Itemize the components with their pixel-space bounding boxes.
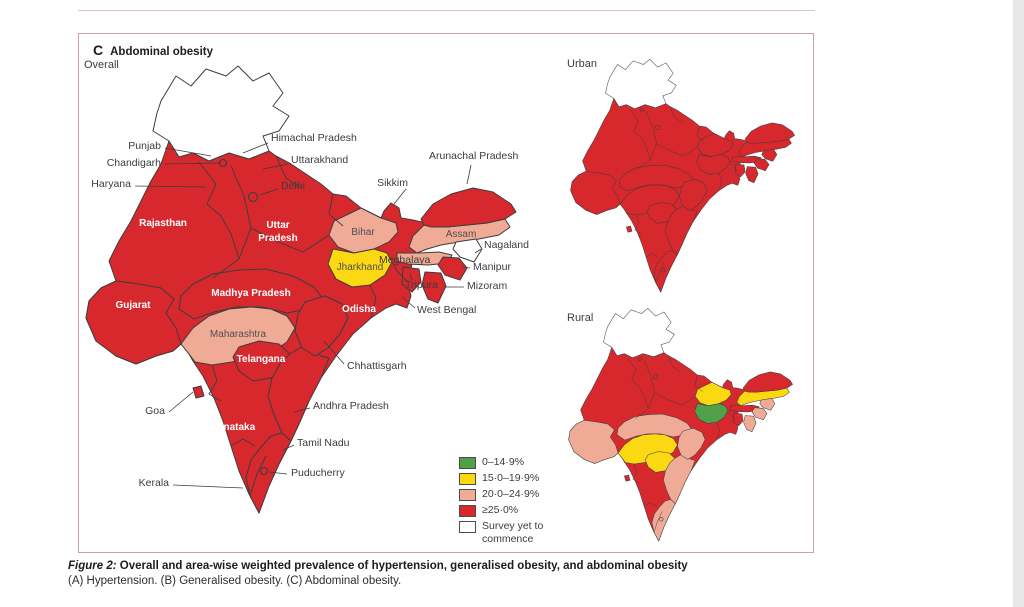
legend-item — [459, 520, 562, 545]
jammu_and_kashmir-region — [606, 59, 677, 108]
west_bengal-label: West Bengal — [417, 304, 477, 316]
arunachal_pradesh-label: Arunachal Pradesh — [429, 150, 519, 162]
legend-label: 15·0–19·9% — [482, 472, 540, 484]
gujarat-region — [86, 281, 181, 364]
meghalaya-label: Meghalaya — [379, 254, 431, 266]
andhra_pradesh-label: Andhra Pradesh — [313, 400, 389, 412]
figure-caption — [68, 560, 968, 587]
bihar-label: Bihar — [351, 227, 375, 238]
figure-panel-c — [78, 33, 814, 553]
mizoram-region — [746, 167, 759, 183]
goa-region — [626, 226, 632, 232]
urban-map-svg — [568, 54, 805, 299]
gujarat-region — [569, 420, 618, 463]
karnataka-label: Karnataka — [206, 422, 256, 433]
right-gutter — [1013, 0, 1024, 607]
legend-label: ≥25·0% — [482, 504, 519, 516]
caption-figure-label: Figure 2: — [68, 560, 117, 572]
rural-map-title: Rural — [567, 312, 594, 324]
jharkhand-label: Jharkhand — [336, 262, 384, 273]
mizoram-label: Mizoram — [467, 280, 508, 292]
jammu_and_kashmir-region — [604, 308, 675, 357]
goa-region — [193, 386, 204, 398]
legend-item — [459, 488, 562, 501]
panel-title-text: Abdominal obesity — [110, 46, 213, 58]
haryana-label: Haryana — [91, 178, 131, 190]
sikkim-label: Sikkim — [377, 177, 408, 189]
punjab-label: Punjab — [128, 140, 161, 152]
odisha-label: Odisha — [342, 304, 376, 315]
sikkim-leader-line — [394, 189, 406, 204]
legend-item — [459, 472, 562, 485]
uttarakhand-label: Uttarakhand — [291, 154, 349, 166]
manipur-label: Manipur — [473, 261, 511, 273]
caption-detail: (A) Hypertension. (B) Generalised obesity. (C) Abdominal obesity. — [68, 575, 402, 587]
caption-bold-text: Overall and area-wise weighted prevalence of hypertension, generalised obesity, and abdominal obesity — [119, 560, 688, 572]
legend-item — [459, 504, 562, 517]
telangana-label: Telangana — [236, 354, 286, 365]
legend-label: Survey yet to commence — [482, 520, 544, 545]
top-rule — [78, 10, 815, 11]
tamil_nadu-label: Tamil Nadu — [297, 437, 350, 449]
nagaland-label: Nagaland — [484, 239, 529, 251]
kerala-leader-line — [173, 485, 243, 488]
chhattisgarh-label: Chhattisgarh — [347, 360, 407, 372]
legend-swatch-p20_24 — [459, 489, 476, 501]
chandigarh-label: Chandigarh — [106, 157, 161, 169]
prevalence-legend — [459, 456, 562, 548]
legend-swatch-p0_14 — [459, 457, 476, 469]
legend-item — [459, 456, 562, 469]
caption-title — [68, 560, 968, 572]
tripura-label: Tripura — [405, 279, 438, 291]
mizoram-region — [744, 416, 757, 432]
goa-region — [624, 475, 630, 481]
rural-map-svg — [566, 303, 803, 548]
gujarat-label: Gujarat — [115, 300, 151, 311]
legend-swatch-ge25 — [459, 505, 476, 517]
arunachal_pradesh-leader-line — [467, 165, 471, 184]
panel-letter: C — [93, 42, 104, 58]
goa-label: Goa — [145, 405, 165, 417]
goa-leader-line — [169, 392, 193, 412]
delhi-label: Delhi — [281, 180, 305, 192]
urban-map-title: Urban — [567, 58, 597, 70]
legend-label: 0–14·9% — [482, 456, 525, 468]
rajasthan-label: Rajasthan — [139, 218, 187, 229]
gujarat-region — [571, 171, 620, 214]
urban-india-map — [568, 54, 805, 299]
maharashtra-label: Maharashtra — [209, 329, 267, 340]
rural-india-map — [566, 303, 803, 548]
legend-swatch-pending — [459, 521, 476, 533]
jammu_and_kashmir-region — [153, 66, 289, 161]
legend-swatch-p15_19 — [459, 473, 476, 485]
kerala-label: Kerala — [138, 477, 169, 489]
overall-map-title: Overall — [84, 59, 119, 71]
puducherry-label: Puducherry — [291, 467, 345, 479]
legend-label: 20·0–24·9% — [482, 488, 540, 500]
madhya_pradesh-label: Madhya Pradesh — [211, 288, 291, 299]
himachal_pradesh-label: Himachal Pradesh — [271, 132, 357, 144]
uttar_pradesh-label: Uttar Pradesh — [258, 220, 298, 244]
assam-label: Assam — [445, 229, 477, 240]
